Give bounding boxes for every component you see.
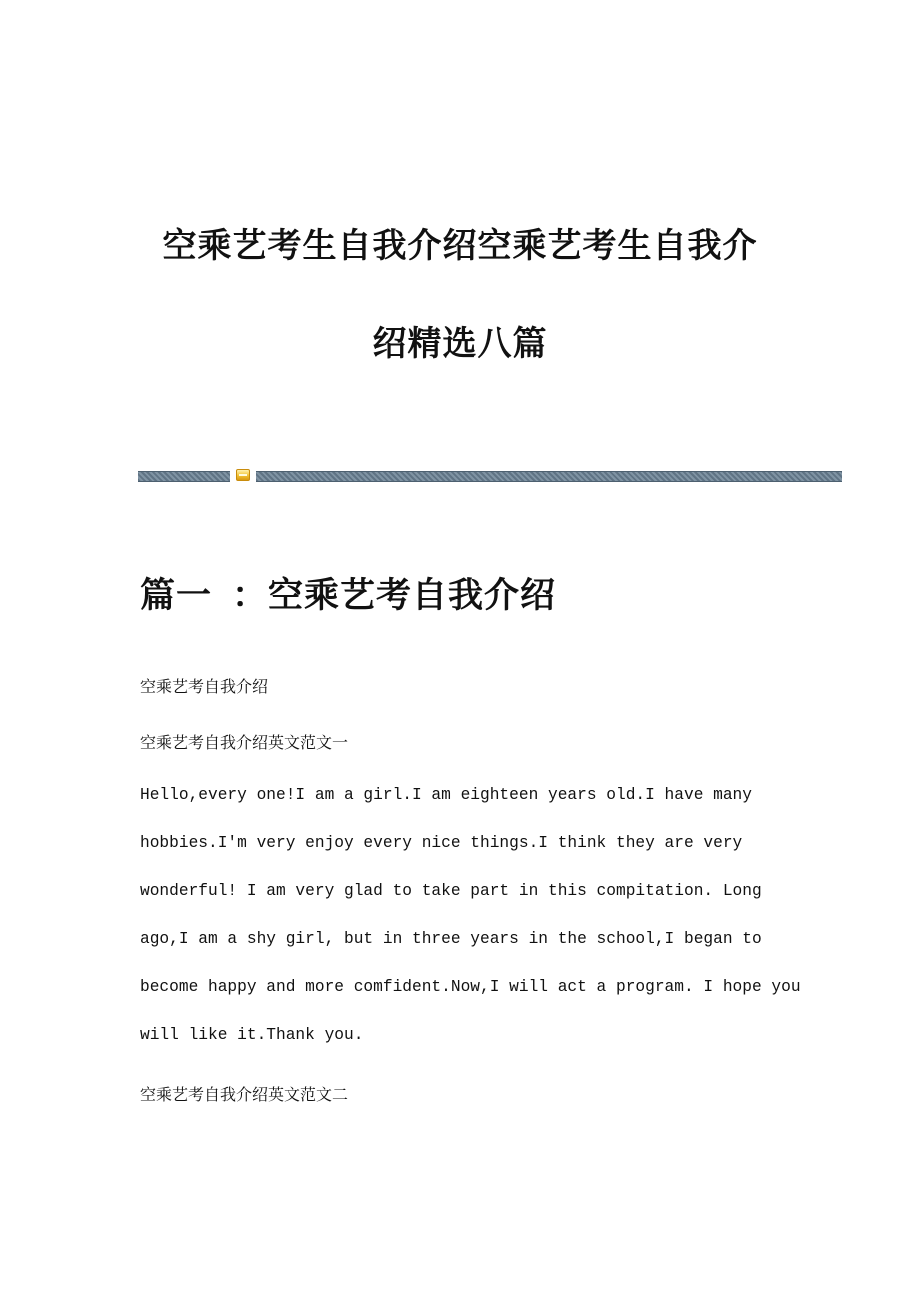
section-name: 空乘艺考自我介绍 bbox=[268, 576, 557, 616]
english-text-line: become happy and more comfident.Now,I will act a program. I hope you bbox=[140, 978, 801, 996]
section-heading bbox=[140, 568, 556, 618]
english-text-line: hobbies.I'm very enjoy every nice things.I think they are very bbox=[140, 834, 743, 852]
english-text-line: Hello,every one!I am a girl.I am eighteen years old.I have many bbox=[140, 786, 752, 804]
paragraph-sample-one-title: 空乘艺考自我介绍英文范文一 bbox=[140, 733, 349, 752]
document-title-line-2: 绍精选八篇 bbox=[372, 324, 548, 364]
section-separator: ： bbox=[232, 576, 269, 616]
document-title-line-1: 空乘艺考生自我介绍空乘艺考生自我介 bbox=[162, 226, 758, 266]
paragraph-intro-title: 空乘艺考自我介绍 bbox=[140, 677, 269, 696]
decorative-divider bbox=[138, 469, 842, 483]
section-label: 篇一 bbox=[140, 576, 213, 616]
paragraph-sample-two-title: 空乘艺考自我介绍英文范文二 bbox=[140, 1085, 349, 1104]
divider-gem-icon bbox=[236, 469, 250, 481]
english-text-line: ago,I am a shy girl, but in three years in the school,I began to bbox=[140, 930, 762, 948]
divider-bar-left bbox=[138, 471, 230, 482]
divider-bar-right bbox=[256, 471, 842, 482]
english-text-line: wonderful! I am very glad to take part in this compitation. Long bbox=[140, 882, 762, 900]
english-text-line: will like it.Thank you. bbox=[140, 1026, 364, 1044]
